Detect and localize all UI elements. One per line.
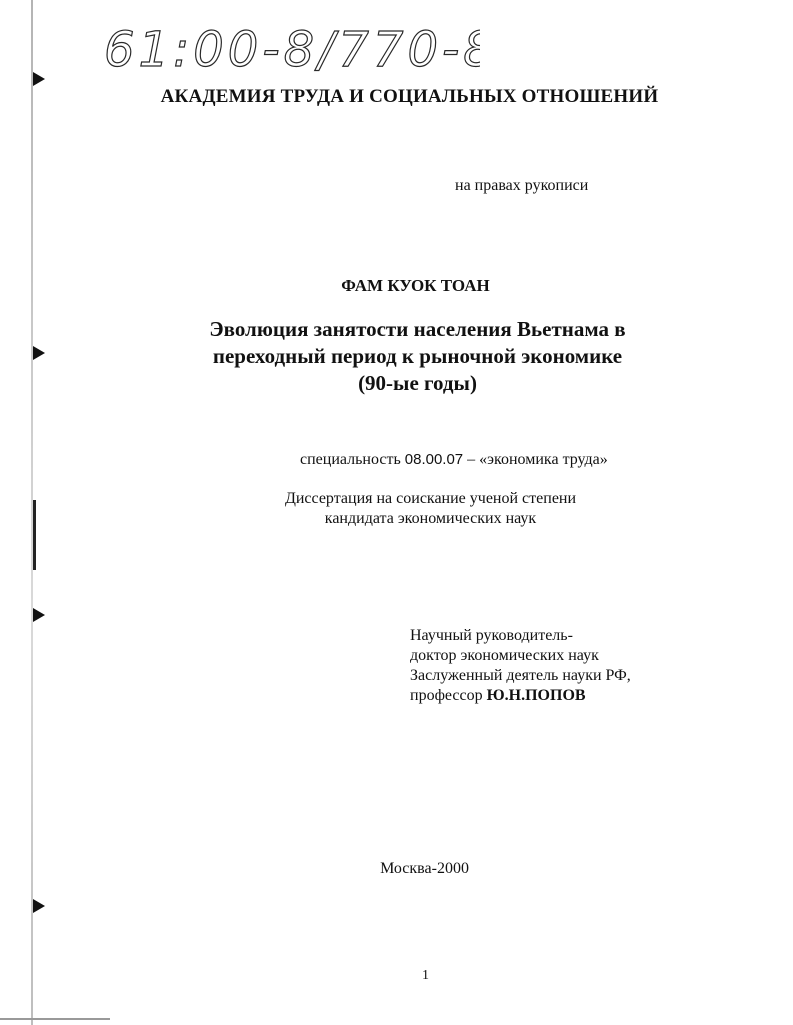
title-line: переходный период к рыночной экономике bbox=[212, 344, 623, 368]
handwriting-text: 61:00-8/770-8 bbox=[104, 22, 480, 78]
supervisor-degree: доктор экономических наук bbox=[410, 647, 599, 664]
city-year: Москва-2000 bbox=[380, 860, 469, 877]
specialty-suffix: – «экономика труда» bbox=[463, 451, 608, 468]
manuscript-note: на правах рукописи bbox=[455, 177, 589, 194]
handwriting-graphic bbox=[100, 10, 480, 90]
supervisor-name: Ю.Н.ПОПОВ bbox=[486, 687, 586, 704]
institution-heading: АКАДЕМИЯ ТРУДА И СОЦИАЛЬНЫХ ОТНОШЕНИЙ bbox=[160, 86, 659, 107]
scan-marker bbox=[33, 608, 45, 622]
specialty-prefix: специальность bbox=[300, 451, 405, 468]
supervisor-honor: Заслуженный деятель науки РФ, bbox=[410, 667, 631, 684]
handwritten-catalog-number bbox=[100, 10, 480, 90]
scan-marker bbox=[33, 72, 45, 86]
specialty-code: 08.00.07 bbox=[404, 451, 464, 468]
author-name: ФАМ КУОК ТОАН bbox=[341, 276, 490, 295]
scan-marker bbox=[33, 899, 45, 913]
scan-bottom-line bbox=[0, 1018, 110, 1020]
dissertation-title bbox=[0, 316, 793, 397]
supervisor-block bbox=[410, 626, 631, 706]
supervisor-title-line bbox=[410, 686, 631, 706]
page-number: 1 bbox=[422, 968, 429, 983]
specialty-line bbox=[300, 451, 608, 469]
title-line: Эволюция занятости населения Вьетнама в bbox=[209, 317, 626, 341]
supervisor-role: Научный руководитель- bbox=[410, 627, 573, 644]
degree-statement bbox=[0, 489, 793, 529]
title-line: (90-ые годы) bbox=[358, 371, 477, 395]
supervisor-rank: профессор bbox=[410, 687, 487, 704]
degree-line: кандидата экономических наук bbox=[324, 510, 537, 527]
degree-line: Диссертация на соискание ученой степени bbox=[284, 490, 577, 507]
